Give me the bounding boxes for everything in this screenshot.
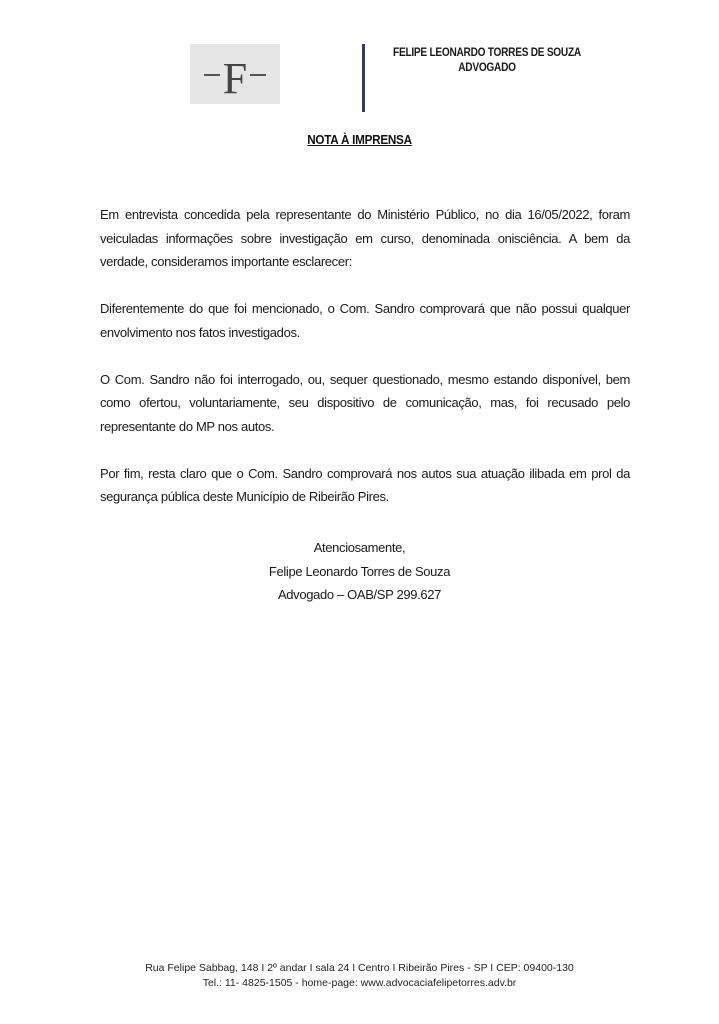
paragraph: O Com. Sandro não foi interrogado, ou, sequer questionado, mesmo estando disponível, bem como ofertou, voluntariamente, seu dispositivo de comunicação, mas, foi recusado pelo representante do MP nos autos. (100, 371, 630, 434)
signature-block (0, 536, 719, 607)
logo-letter: F (222, 54, 248, 103)
signatory-credential: Advogado – OAB/SP 299.627 (277, 587, 442, 602)
logo (190, 44, 280, 104)
footer-contact: Tel.: 11- 4825-1505 - home-page: www.advocaciafelipetorres.adv.br (202, 977, 517, 989)
document-body (100, 203, 630, 532)
document-title: NOTA À IMPRENSA (307, 132, 412, 147)
letterhead (386, 46, 588, 76)
scales-of-justice-logo-icon (190, 44, 280, 104)
header-divider (362, 44, 365, 112)
footer-address: Rua Felipe Sabbag, 148 I 2º andar I sala 24 I Centro I Ribeirão Pires - SP I CEP: 09400-130 (145, 962, 574, 974)
paragraph: Diferentemente do que foi mencionado, o Com. Sandro comprovará que não possui qualquer envolvimento nos fatos investigados. (100, 301, 630, 340)
lawyer-profession: ADVOGADO (458, 62, 516, 74)
closing: Atenciosamente, (313, 540, 406, 555)
signatory-name: Felipe Leonardo Torres de Souza (268, 563, 451, 579)
footer (0, 961, 719, 991)
paragraph: Por fim, resta claro que o Com. Sandro comprovará nos autos sua atuação ilibada em prol da segurança pública deste Município de Ribeirão Pires. (100, 465, 630, 504)
paragraph: Em entrevista concedida pela representante do Ministério Público, no dia 16/05/2022, foram veiculadas informações sobre investigação em curso, denominada onisciência. A bem da verdade, consideramos importante esclarecer: (100, 207, 630, 269)
lawyer-name: FELIPE LEONARDO TORRES DE SOUZA (393, 47, 581, 59)
